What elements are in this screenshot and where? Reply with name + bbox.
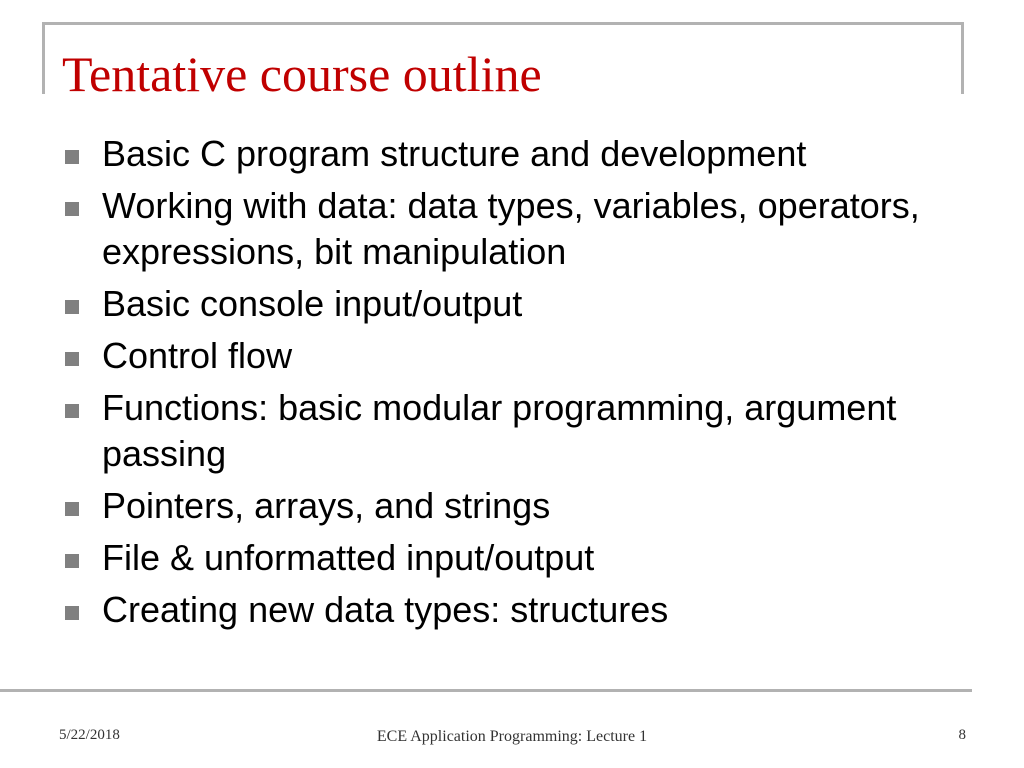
bullet-item	[62, 587, 992, 633]
bullet-text: Basic console input/output	[102, 283, 523, 324]
footer-page-number: 8	[958, 727, 966, 743]
bullet-text: Basic C program structure and development	[102, 133, 807, 174]
frame-bottom-line	[0, 689, 972, 692]
bullet-text: Control flow	[102, 335, 293, 376]
square-bullet-icon	[65, 554, 79, 568]
bullet-item	[62, 385, 992, 477]
footer-course-label: ECE Application Programming: Lecture 1	[376, 728, 648, 745]
bullet-item	[62, 281, 992, 327]
frame-right-line	[961, 22, 964, 94]
bullet-item	[62, 333, 992, 379]
frame-left-line	[42, 22, 45, 94]
bullet-text: Creating new data types: structures	[102, 589, 669, 630]
bullet-item	[62, 131, 992, 177]
slide-title: Tentative course outline	[62, 46, 542, 102]
bullet-list	[62, 131, 992, 639]
bullet-text: Working with data: data types, variables, operators, expressions, bit manipulation	[102, 185, 920, 272]
square-bullet-icon	[65, 404, 79, 418]
square-bullet-icon	[65, 502, 79, 516]
square-bullet-icon	[65, 202, 79, 216]
square-bullet-icon	[65, 606, 79, 620]
bullet-item	[62, 535, 992, 581]
frame-top-line	[42, 22, 964, 25]
square-bullet-icon	[65, 300, 79, 314]
bullet-text: File & unformatted input/output	[102, 537, 595, 578]
square-bullet-icon	[65, 150, 79, 164]
bullet-text: Pointers, arrays, and strings	[102, 485, 551, 526]
bullet-text: Functions: basic modular programming, argument passing	[102, 387, 897, 474]
footer-date: 5/22/2018	[59, 727, 120, 743]
square-bullet-icon	[65, 352, 79, 366]
bullet-item	[62, 483, 992, 529]
bullet-item	[62, 183, 992, 275]
